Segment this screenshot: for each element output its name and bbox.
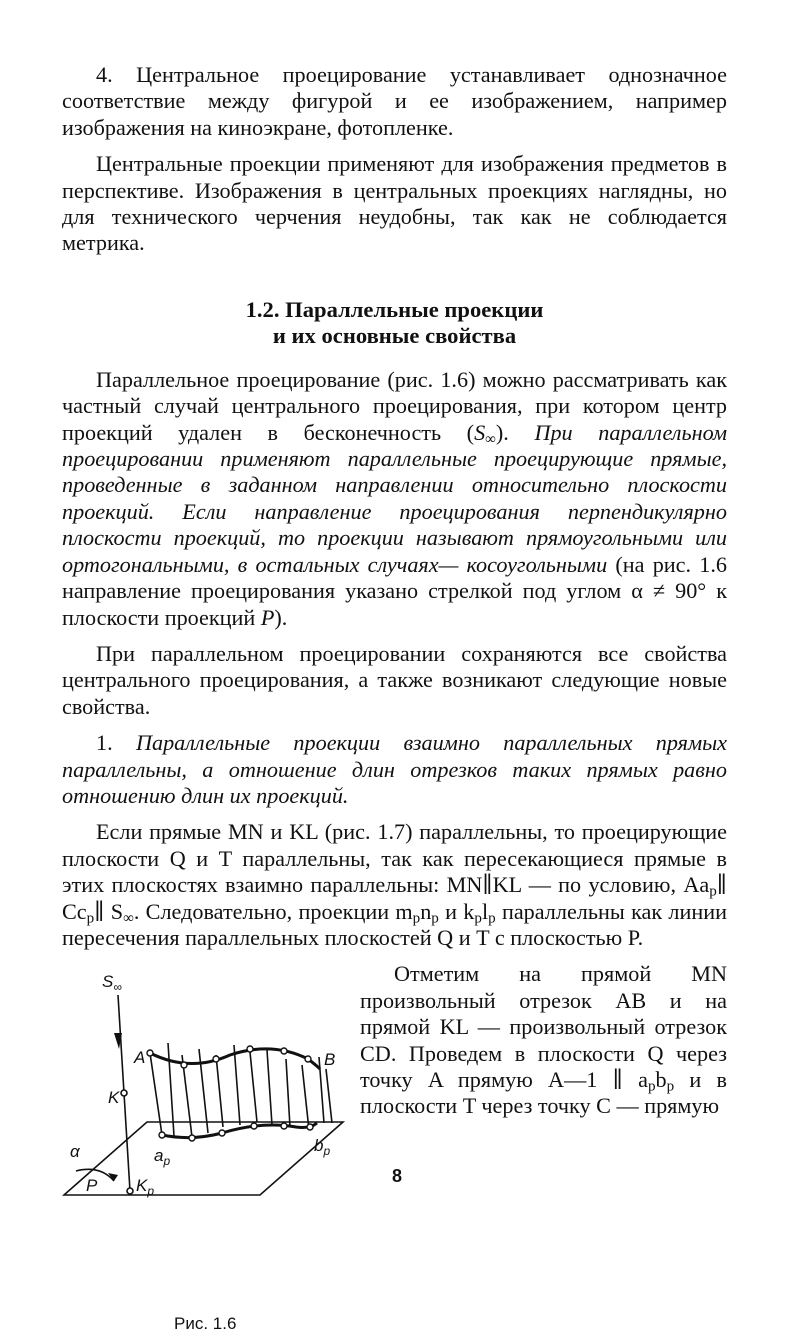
label-Kp: $K_p$ (136, 1176, 155, 1199)
text: Параллельное проецирование (рис. 1.6) можно рассматривать как частный случай центрального проецирования, при котором центр проекций удален в бесконечность ( (62, 366, 727, 445)
subscript: ∞ (123, 909, 134, 926)
subscript: p (474, 909, 482, 926)
italic-definition: При параллельном проецировании применяют параллельные проецирующие прямые, проведенные в заданном направлении относительно плоскости проекций. Если направление проецирования перпендикулярно плоскости проекций, то проекции называют прямоугольными или ортогональными, в остальных случаях— косоугольными (62, 419, 727, 577)
text: ∥ Cc (62, 872, 727, 924)
text: l (481, 898, 489, 924)
label-A: A (134, 1048, 146, 1068)
subscript: p (666, 1078, 675, 1095)
label-S: $S_\infty$ (102, 972, 122, 995)
label-K: K (108, 1088, 120, 1108)
figure-1-6 (62, 955, 352, 1335)
text: b (655, 1067, 667, 1092)
math-S: S (474, 419, 486, 445)
text: (на рис. 1.6 направление проецирования указано стрелкой под углом α ≠ 90° к плоскости проекций (62, 551, 727, 630)
text: Если прямые MN и KL (рис. 1.7) параллельны, то проецирующие плоскости Q и T параллельны, так как пересекающиеся прямые в этих плоскостях взаимно параллельны: MN∥KL — по условию, Aa (62, 819, 727, 898)
label-P: P (86, 1176, 98, 1196)
section-heading (62, 297, 727, 349)
label-ap: $a_p$ (154, 1146, 171, 1169)
italic-property-1: Параллельные проекции взаимно параллельных прямых параллельны, а отношение длин отрезков таких прямых равно отношению длин их проекций. (62, 730, 728, 808)
page-number: 8 (391, 1166, 402, 1186)
section-heading-line2: и их основные свойства (272, 322, 517, 348)
paragraph-parallel-definition (62, 367, 727, 631)
subscript: p (488, 909, 496, 926)
subscript: p (709, 883, 717, 900)
section-heading-line1: 1.2. Параллельные проекции (245, 296, 544, 322)
paragraph-central-use: Центральные проекции применяют для изображения предметов в перспективе. Изображения в центральных проекциях наглядны, но для технического черчения неудобны, так как не соблюдается метрика. (62, 151, 727, 256)
subscript: p (647, 1078, 656, 1095)
label-alpha: α (70, 1142, 80, 1162)
text: 1. (96, 730, 136, 756)
text: ∥ S (94, 898, 124, 924)
text: Отметим на прямой MN произвольный отрезок AB и на прямой KL — произвольный отрезок CD. Проведем в плоскости Q через точку A прямую A—1 ∥ a (360, 961, 727, 1092)
paragraph-central-property-4: 4. Центральное проецирование устанавливает однозначное соответствие между фигурой и ее изображением, например изображения на киноэкране, фотопленке. (62, 62, 727, 140)
text: параллельны как линии пересечения параллельных плоскостей Q и T с плоскостью P. (62, 898, 728, 950)
text: ). (274, 604, 288, 630)
label-B: B (324, 1050, 336, 1070)
text: и в плоскости T через точку C — прямую (360, 1067, 727, 1119)
curve-apbp (162, 1123, 317, 1138)
math-P: P (260, 604, 275, 630)
figure-drawing (62, 955, 352, 1335)
page-body (62, 62, 727, 1335)
subscript: p (86, 909, 95, 926)
math-infinity: ∞ (485, 430, 496, 447)
subscript: p (431, 909, 439, 926)
figure-caption: Рис. 1.6 (174, 1314, 237, 1334)
point-K (121, 1090, 127, 1096)
text: ). (495, 419, 535, 445)
text: n (420, 898, 432, 924)
paragraph-properties-intro: При параллельном проецировании сохраняются все свойства центрального проецирования, а также возникают следующие новые свойства. (62, 640, 727, 719)
paragraph-proof (62, 819, 727, 951)
label-bp: $b_p$ (314, 1136, 331, 1159)
text: . Следовательно, проекции m (133, 898, 413, 924)
paragraph-property-1 (62, 730, 727, 809)
subscript: p (412, 909, 421, 926)
text: и k (438, 898, 475, 924)
